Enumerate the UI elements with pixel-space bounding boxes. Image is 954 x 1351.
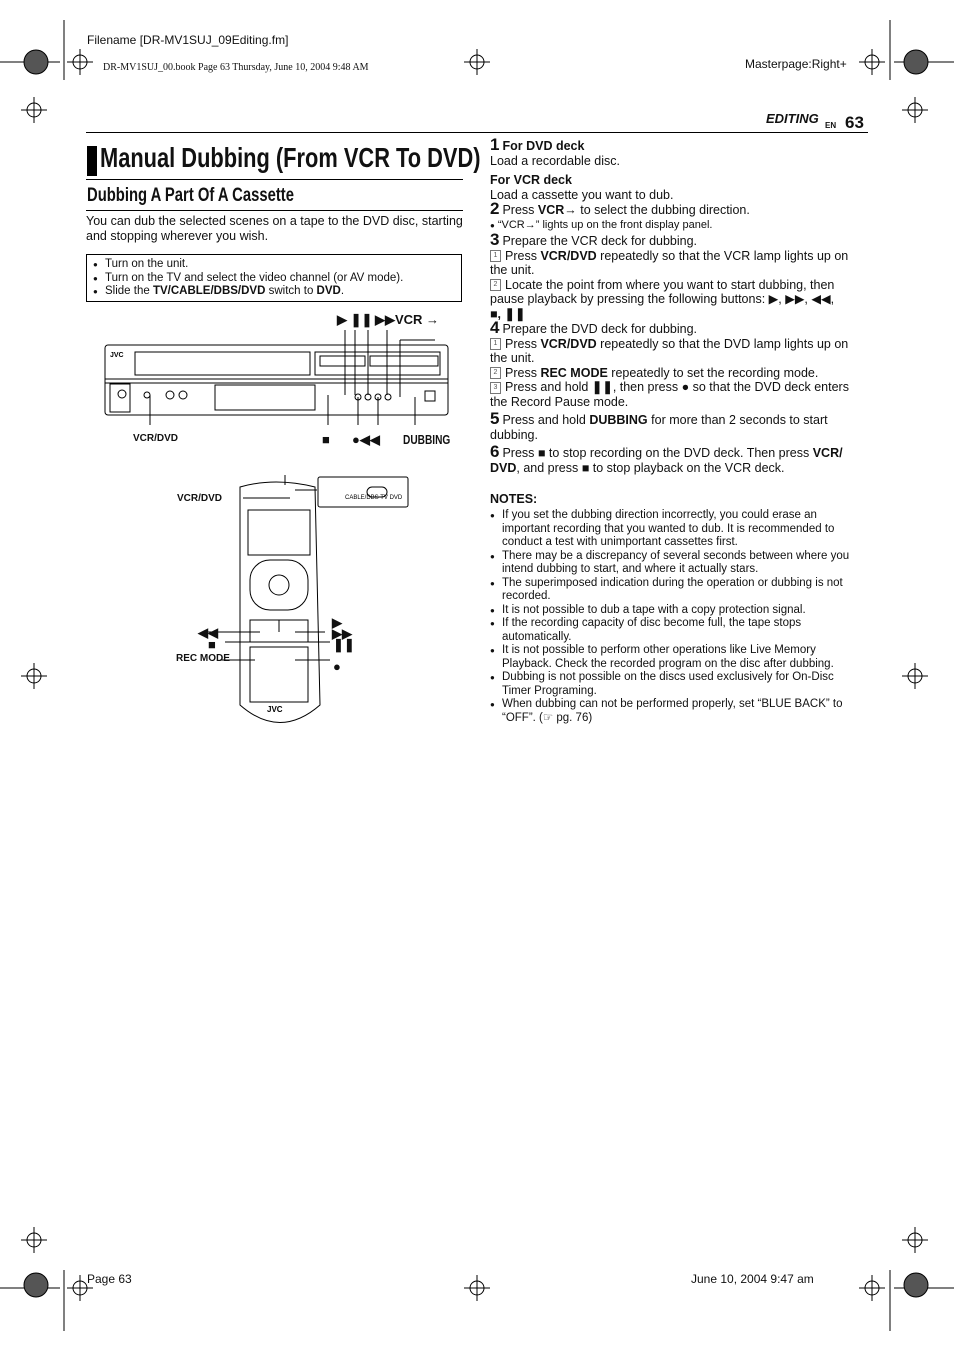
- note-item: ● The superimposed indication during the operation or dubbing is not recorded.: [490, 577, 865, 604]
- title-rule: [86, 179, 463, 180]
- deck-illustration: [100, 325, 460, 425]
- intro-text: You can dub the selected scenes on a tape to the DVD disc, starting and stopping wherever you wish.: [86, 214, 463, 243]
- note-item: ● Dubbing is not possible on the discs used exclusively for On-Disc Timer Programing.: [490, 671, 865, 698]
- deck-label-rec-rew: ●◀◀: [352, 432, 380, 447]
- notes-heading: NOTES:: [490, 492, 538, 506]
- deck-label-stop: ■: [322, 432, 330, 447]
- step-3-sub1: 1 Press VCR/DVD repeatedly so that the VCR lamp lights up on the unit.: [490, 248, 849, 277]
- step-5: 5 Press and hold DUBBING for more than 2 seconds to start dubbing.: [490, 409, 828, 442]
- prep-item: ● Turn on the TV and select the video channel (or AV mode).: [93, 272, 455, 286]
- header-masterpage: Masterpage:Right+: [745, 57, 847, 71]
- step-3-sub2: 2 Locate the point from where you want to start dubbing, then pause playback by pressing the following buttons: ▶, ▶▶, ◀◀,: [490, 277, 835, 306]
- step-4-sub3: 3 Press and hold ❚❚, then press ● so that the DVD deck enters the Record Pause mode.: [490, 380, 849, 409]
- note-item: ● If you set the dubbing direction incorrectly, you could erase an important recording that you wanted to dub. It is recommended to conduct a test with unimportant cassettes first.: [490, 509, 865, 550]
- step-1-text2: Load a cassette you want to dub.: [490, 187, 674, 202]
- deck-brand: JVC: [110, 352, 124, 359]
- step-2-note: ● “VCR→” lights up on the front display panel.: [490, 218, 713, 231]
- remote-label-pause: ❚❚: [333, 637, 355, 652]
- deck-label-vcr-dvd: VCR/DVD: [133, 433, 179, 444]
- remote-label-ff: ▶▶: [332, 626, 352, 641]
- deck-label-play-pause: ▶ ❚❚: [337, 312, 373, 327]
- section-subtitle: Dubbing A Part Of A Cassette: [87, 185, 294, 206]
- remote-label-rec-mode: REC MODE: [176, 653, 230, 664]
- step-6: 6 Press ■ to stop recording on the DVD deck. Then press VCR/ DVD, and press ■ to stop playback on the VCR deck.: [490, 442, 843, 475]
- color-target: [904, 50, 928, 74]
- header-bookinfo: DR-MV1SUJ_00.book Page 63 Thursday, June 10, 2004 9:48 AM: [103, 62, 369, 73]
- remote-brand: JVC: [267, 705, 283, 714]
- subtitle-rule: [86, 210, 463, 211]
- header-rule: [86, 132, 868, 133]
- step-2: 2 Press VCR→ to select the dubbing direction.: [490, 199, 750, 218]
- note-item: ● It is not possible to perform other operations like Live Memory Playback. Check the recorded program on the disc after dubbing.: [490, 644, 865, 671]
- remote-label-stop: ■: [208, 637, 216, 652]
- color-target: [24, 1273, 48, 1297]
- deck-label-dubbing: DUBBING: [403, 432, 451, 447]
- prep-item: ● Slide the TV/CABLE/DBS/DVD switch to DVD.: [93, 285, 455, 299]
- footer-date: June 10, 2004 9:47 am: [691, 1272, 814, 1286]
- remote-label-play: ▶: [332, 615, 342, 630]
- step-1-head2: For VCR deck: [490, 173, 572, 187]
- remote-label-vcr-dvd: VCR/DVD: [177, 493, 223, 504]
- remote-label-rec: ●: [333, 659, 341, 674]
- remote-illustration: [195, 465, 415, 740]
- section-label: EDITING: [766, 111, 819, 126]
- footer-page: Page 63: [87, 1272, 132, 1286]
- note-item: ● If the recording capacity of disc become full, the tape stops automatically.: [490, 617, 865, 644]
- step-4-sub1: 1 Press VCR/DVD repeatedly so that the DVD lamp lights up on the unit.: [490, 336, 849, 365]
- deck-label-ff-vcr: ▶▶VCR →: [375, 312, 440, 327]
- page-number: 63: [845, 113, 864, 132]
- prep-item: ● Turn on the unit.: [93, 258, 455, 272]
- color-target: [904, 1273, 928, 1297]
- step-3: 3 Prepare the VCR deck for dubbing.: [490, 230, 698, 249]
- notes-section: [490, 492, 865, 725]
- lang-label: EN: [825, 121, 837, 130]
- color-target: [24, 50, 48, 74]
- step-1: 1 For DVD deck: [490, 135, 585, 154]
- remote-switch-label: CABLE/DBS TV DVD: [345, 495, 403, 501]
- note-item: ● There may be a discrepancy of several seconds between where you intend dubbing to start, and where it actually stars.: [490, 550, 865, 577]
- title-bar: [87, 146, 97, 176]
- step-3-sub2b: ■, ❚❚: [490, 306, 526, 321]
- step-4: 4 Prepare the DVD deck for dubbing.: [490, 318, 698, 337]
- steps-column: [490, 135, 865, 475]
- remote-label-rew: ◀◀: [198, 625, 218, 640]
- note-item: ● When dubbing can not be performed properly, set “BLUE BACK” to “OFF”. (☞ pg. 76): [490, 698, 865, 725]
- header-filename: Filename [DR-MV1SUJ_09Editing.fm]: [87, 33, 289, 47]
- prep-box: [86, 254, 462, 302]
- note-item: ● It is not possible to dub a tape with a copy protection signal.: [490, 604, 865, 618]
- step-4-sub2: 2 Press REC MODE repeatedly to set the recording mode.: [490, 366, 865, 381]
- page-title: Manual Dubbing (From VCR To DVD): [100, 142, 481, 173]
- step-1-text: Load a recordable disc.: [490, 153, 620, 168]
